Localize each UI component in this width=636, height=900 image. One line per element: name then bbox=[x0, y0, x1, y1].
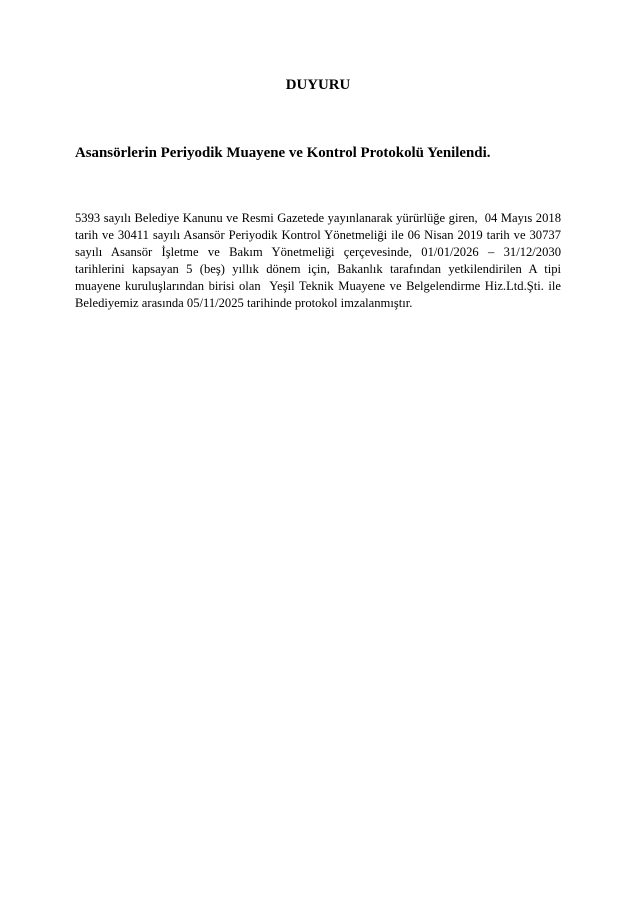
paragraph-line: muayene kuruluşlarından birisi olan Yeşil Teknik Muayene ve Belgelendirme Hiz.Ltd.Şti. ile bbox=[75, 279, 561, 293]
paragraph-line: tarih ve 30411 sayılı Asansör Periyodik Kontrol Yönetmeliği ile 06 Nisan 2019 tarih ve 30737 bbox=[75, 228, 561, 242]
paragraph-line: sayılı Asansör İşletme ve Bakım Yönetmeliği çerçevesinde, 01/01/2026 – 31/12/2030 bbox=[75, 245, 561, 259]
paragraph-line: tarihlerini kapsayan 5 (beş) yıllık dönem için, Bakanlık tarafından yetkilendirilen A tipi bbox=[75, 262, 561, 276]
paragraph-line: Belediyemiz arasında 05/11/2025 tarihinde protokol imzalanmıştır. bbox=[75, 296, 413, 310]
body-paragraph bbox=[75, 210, 561, 312]
announcement-heading: Asansörlerin Periyodik Muayene ve Kontrol Protokolü Yenilendi. bbox=[75, 145, 491, 161]
paragraph-line: 5393 sayılı Belediye Kanunu ve Resmi Gazetede yayınlanarak yürürlüğe giren, 04 Mayıs 2018 bbox=[75, 211, 561, 225]
document-title: DUYURU bbox=[285, 77, 351, 93]
